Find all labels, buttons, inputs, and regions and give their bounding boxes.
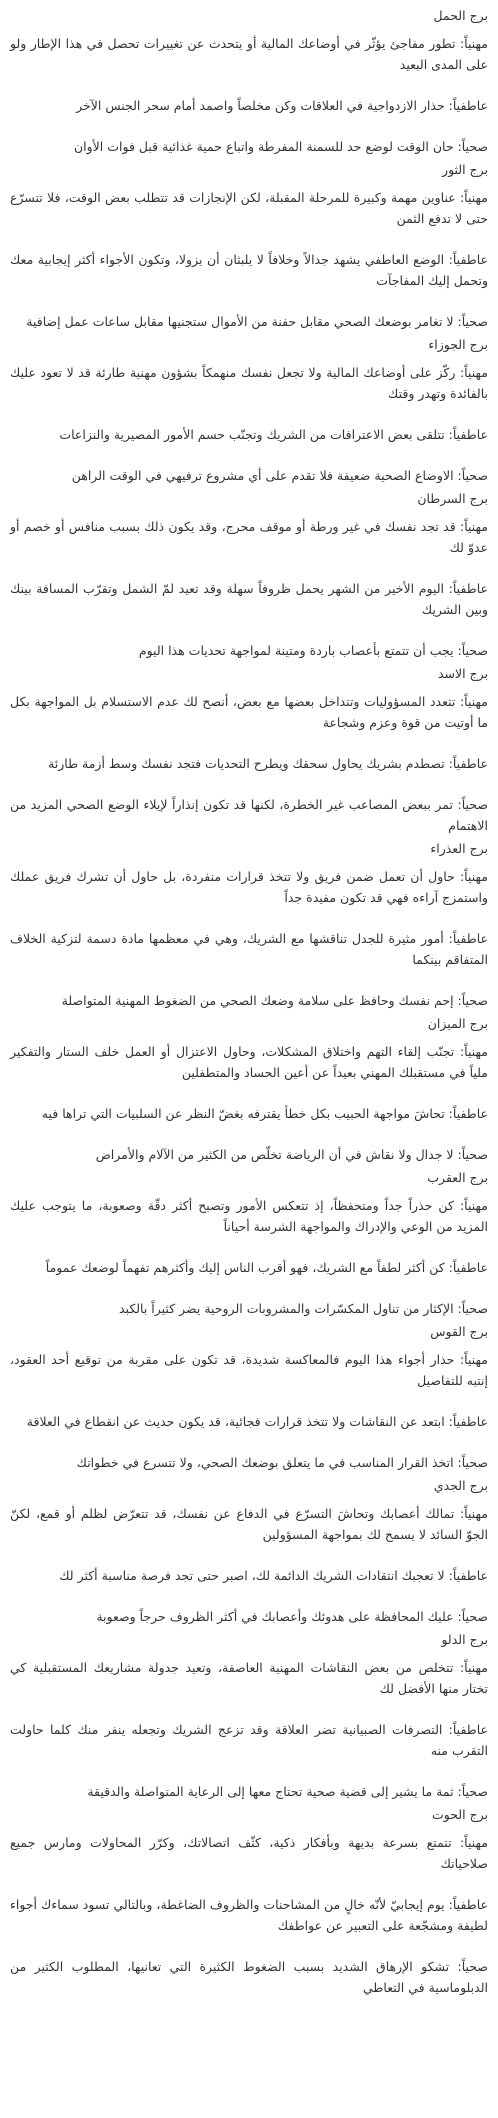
emotional-forecast: عاطفياً: التصرفات الصبيانية تضر العلاقة وقد تزعج الشريك وتجعله ينفر منك كلما حاولت التقرب منه <box>10 1722 488 1758</box>
sign-sagittarius <box>10 1322 488 1473</box>
health-forecast: صحياً: لا تغامر بوضعك الصحي مقابل حفنة من الأموال ستجنيها مقابل ساعات عمل إضافية <box>26 314 488 329</box>
professional-forecast: مهنياً: كن حذراً جداً ومتحفظاً، إذ تتعكس الأمور وتصبح أكثر دقّة وصعوبة، ما يتوجب عليك المزيد من الوعي والإدراك والمواجهة الشرسة أحياناً <box>10 1198 488 1234</box>
emotional-forecast: عاطفياً: اليوم الأخير من الشهر يحمل ظروفاً سهلة وقد تعيد لمّ الشمل وتقرّب المسافة بينك وبين الشريك <box>10 581 488 617</box>
health-forecast: صحياً: يجب أن تتمتع بأعصاب باردة ومتينة لمواجهة تحديات هذا اليوم <box>138 643 488 658</box>
health-forecast: صحياً: عليك المحافظة على هدوئك وأعصابك في أكثر الظروف حرجاً وصعوبة <box>96 1609 488 1624</box>
health-forecast: صحياً: تشكو الإرهاق الشديد بسبب الضغوط الكثيرة التي تعانيها، المطلوب الكثير من الدبلوماسية في التعاطي <box>10 1959 488 1995</box>
emotional-forecast: عاطفياً: ابتعد عن النقاشات ولا تتخذ قرارات فجائية، قد يكون حديث عن انقطاع في العلاقة <box>26 1414 488 1429</box>
health-forecast: صحياً: حان الوقت لوضع حد للسمنة المفرطة واتباع حمية غذائية قبل فوات الأوان <box>73 139 488 154</box>
sign-taurus <box>10 160 488 332</box>
professional-forecast: مهنياً: تجنّب إلقاء التهم واختلاق المشكلات، وحاول الاعتزال أو العمل خلف الستار والتفكير ملياً في مستقبلك المهني بعيداً عن أعين الحساد والمتطفلين <box>10 1044 488 1080</box>
professional-forecast: مهنياً: قد تجد نفسك في غير ورطة أو موقف محرج، وقد يكون ذلك بسبب منافس أو خصم أو عدوّ لك <box>10 519 488 555</box>
emotional-forecast: عاطفياً: تتلقى بعض الاعترافات من الشريك وتجنّب حسم الأمور المصيرية والنزاعات <box>59 427 488 442</box>
sign-libra <box>10 1014 488 1165</box>
sign-virgo <box>10 839 488 1011</box>
sign-title: برج الحمل <box>433 8 488 23</box>
sign-title: برج الحوت <box>432 1807 488 1822</box>
health-forecast: صحياً: ثمة ما يشير إلى قضية صحية تحتاج معها إلى الرعاية المتواصلة والدقيقة <box>87 1784 488 1799</box>
emotional-forecast: عاطفياً: تحاشَ مواجهة الحبيب بكل خطأ يقترفه بغضّ النظر عن السلبيات التي تراها فيه <box>41 1106 488 1121</box>
health-forecast: صحياً: اتخذ القرار المناسب في ما يتعلق بوضعك الصحي، ولا تتسرع في خطواتك <box>76 1455 488 1470</box>
sign-title: برج العذراء <box>430 841 488 856</box>
sign-cancer <box>10 489 488 661</box>
professional-forecast: مهنياً: حذار أجواء هذا اليوم فالمعاكسة شديدة، قد تكون على مقربة من توقيع أحد العقود، إنتبه للتفاصيل <box>10 1352 488 1388</box>
sign-title: برج القوس <box>430 1324 488 1339</box>
professional-forecast: مهنياً: تتخلص من بعض النقاشات المهنية العاصفة، وتعيد جدولة مشاريعك المستقبلية كي تختار منها الأفضل لك <box>10 1660 488 1696</box>
sign-title: برج الاسد <box>437 666 488 681</box>
sign-title: برج السرطان <box>417 491 488 506</box>
emotional-forecast: عاطفياً: أمور مثيرة للجدل تناقشها مع الشريك، وهي في معظمها مادة دسمة لتزكية الخلاف المتفاقم بينكما <box>10 931 488 967</box>
professional-forecast: مهنياً: حاول أن تعمل ضمن فريق ولا تتخذ قرارات منفردة، بل حاول أن تشرك فريق عملك واستمزج آراءه فهي قد تكون مفيدة جداً <box>10 869 488 905</box>
emotional-forecast: عاطفياً: حذار الازدواجية في العلاقات وكن مخلصاً واصمد أمام سحر الجنس الآخر <box>76 98 488 113</box>
sign-title: برج الجدي <box>433 1478 488 1493</box>
sign-title: برج العقرب <box>427 1170 488 1185</box>
sign-capricorn <box>10 1476 488 1627</box>
professional-forecast: مهنياً: تتعدد المسؤوليات وتتداخل بعضها مع بعض، أنصح لك عدم الاستسلام بل المواجهة بكل ما أوتيت من قوة وعزم وشجاعة <box>10 694 488 730</box>
emotional-forecast: عاطفياً: لا تعجبك انتقادات الشريك الدائمة لك، اصبر حتى تجد فرصة مناسبة أكثر لك <box>59 1568 488 1583</box>
sign-aquarius <box>10 1630 488 1802</box>
professional-forecast: مهنياً: تمالك أعصابك وتحاشَ التسرّع في الدفاع عن نفسك، قد تتعرّض لظلم أو قمع، لكنّ الجوّ السائد لا يسمح لك بمواجهة المسؤولين <box>10 1506 488 1542</box>
sign-title: برج الميزان <box>427 1016 488 1031</box>
emotional-forecast: عاطفياً: يوم إيجابيّ لأنّه خالٍ من المشاحنات والظروف الضاغطة، وبالتالي تسود سماءك أجواء لطيفة ومشجّعة على التعبير عن عواطفك <box>10 1897 488 1933</box>
sign-title: برج الثور <box>442 162 488 177</box>
professional-forecast: مهنياً: تتمتع بسرعة بديهة وبأفكار ذكية، كثّف اتصالاتك، وكرّر المحاولات ومارس جميع صلاحياتك <box>10 1835 488 1871</box>
professional-forecast: مهنياً: ركّز على أوضاعك المالية ولا تجعل نفسك منهمكاً بشؤون مهنية طارئة قد لا تعود عليك بالفائدة وتهدر وقتك <box>10 365 488 401</box>
sign-leo <box>10 664 488 836</box>
professional-forecast: مهنياً: عناوين مهمة وكبيرة للمرحلة المقبلة، لكن الإنجازات قد تتطلب بعض الوقت، فلا تتسرّع حتى لا تدفع الثمن <box>10 190 488 226</box>
professional-forecast: مهنياً: تطور مفاجئ يؤثّر في أوضاعك المالية أو يتحدث عن تغييرات تحصل في هذا الإطار ولو على المدى البعيد <box>10 36 488 72</box>
sign-aries <box>10 6 488 157</box>
health-forecast: صحياً: تمر ببعض المصاعب غير الخطرة، لكنها قد تكون إنذاراً لإيلاء الوضع الصحي المزيد من الاهتمام <box>10 797 488 833</box>
sign-title: برج الدلو <box>441 1632 488 1647</box>
sign-scorpio <box>10 1168 488 1319</box>
health-forecast: صحياً: لا جدال ولا نقاش في أن الرياضة تخلّص من الكثير من الآلام والأمراض <box>95 1147 488 1162</box>
emotional-forecast: عاطفياً: تصطدم بشريك يحاول سحقك ويطرح التحديات فتجد نفسك وسط أزمة طارئة <box>48 756 488 771</box>
sign-gemini <box>10 335 488 486</box>
sign-title: برج الجوزاء <box>428 337 488 352</box>
sign-pisces <box>10 1805 488 1998</box>
emotional-forecast: عاطفياً: الوضع العاطفي يشهد جدالاً وخلافاً لا يلبثان أن يزولا، وتكون الأجواء أكثر إيجابية معك وتحمل إليك المفاجآت <box>10 252 488 288</box>
health-forecast: صحياً: إحم نفسك وحافظ على سلامة وضعك الصحي من الضغوط المهنية المتواصلة <box>61 993 488 1008</box>
health-forecast: صحياً: الاوضاع الصحية ضعيفة فلا تقدم على أي مشروع ترفيهي في الوقت الراهن <box>71 468 488 483</box>
health-forecast: صحياً: الإكثار من تناول المكسّرات والمشروبات الروحية يضر كثيراً بالكبد <box>118 1301 488 1316</box>
emotional-forecast: عاطفياً: كن أكثر لطفاً مع الشريك، فهو أقرب الناس إليك وأكثرهم تفهماً لوضعك عموماً <box>45 1260 488 1275</box>
